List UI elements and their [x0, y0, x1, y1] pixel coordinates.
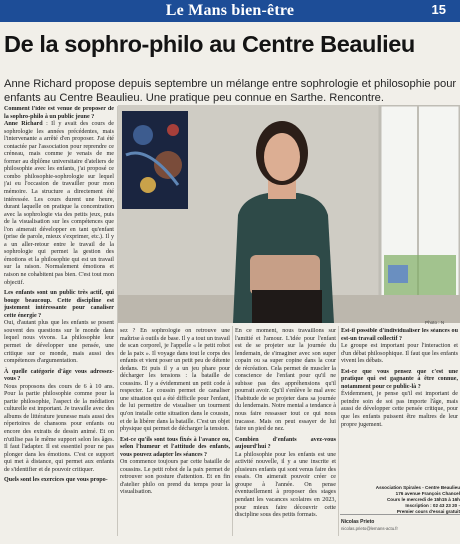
article-column-4 — [341, 328, 458, 483]
interview-answer: On commence toujours par cette bataille de coussins. Le petit robot de la paix permet de retrouver son posture d'attention. Et en fin d'atelier philo on prend du temps pour la visualisation. — [120, 459, 230, 496]
section-banner — [0, 0, 460, 22]
interview-answer: : Il y avait des cours de sophrologie les années précédentes, mais l'intervenante a arrêté d'en proposer. J'ai été contactée par l'association pour reprendre ce créneau, mais comme je venais de me former au diplôme universitaire d'ateliers de philosophie avec les enfants, j'ai proposé ce combo philosophie-sophrologie sur lequel j'ai eu l'occasion de travailler pour mon mémoire. La structure a directement été intéressée. Les cours durent une heure, durant laquelle on pratique la concentration avec la sophrologie via des petits jeux, puis de la visualisation sur les compétences que l'on aimerait développer en tant qu'enfant (prise de parole, mieux s'exprimer, etc.). Il y a un aller-retour entre le travail de la sophrologie qui permet la gestion des émotions et la philosophie qui est un travail sur la raison. Normalement émotions et raison ne cohabitent pas bien. C'est tout mon objectif. — [4, 121, 114, 286]
column-divider — [338, 326, 339, 536]
interview-answer: Oui, d'autant plus que les enfants se posent souvent des questions sur le monde dans lequel nous vivons. La philosophie leur permet de développer une pensée, une critique sur ce monde, mais aussi des compétences d'argumentation. — [4, 320, 114, 365]
interview-answer: En ce moment, nous travaillons sur l'amitié et l'amour. L'idée pour l'enfant est de se projeter sur la journée du lendemain, de s'imaginer avec son super copain ou sa super copine dans la cour de récréation. Cela permet de muscler la conscience de l'enfant pour qu'il ne subisse pas des appréhensions qu'il pourrait avoir. Qu'il s'enlève le mal avec l'habitude de se projeter dans sa journée du lendemain. Notre mental a tendance à nous faire ressasser tout ce qui nous tracasse. Mais on peut essayer de lui faire un pied de nez. — [235, 328, 336, 433]
interview-question: Quels sont les exercices que vous propo- — [4, 477, 108, 484]
article-photo — [118, 105, 460, 323]
article-column-2 — [120, 328, 230, 538]
speaker-name: Anne Richard — [4, 121, 43, 128]
interview-question: Est-ce que vous pensez que c'est une pratique qui est gagnante à être connue, notamment pour ce public-là ? — [341, 368, 458, 390]
article-column-3 — [235, 328, 336, 538]
info-line: Premier cours d'essai gratuit — [396, 509, 460, 514]
section-title: Le Mans bien-être — [165, 2, 295, 19]
interview-answer: sez ? En sophrologie on retrouve une maîtrise à outils de base. Il y a tout un travail de scan corporel, je l'appelle « le petit robot de la paix ». Il voyage dans tout le corps des enfants et vient poser un petit peu de détente dedans. Et puis il y a un jeu phare pour décharger les tensions : la bataille de coussins. Il y a évidemment un petit code à respecter. Le coussin permet de canaliser une situation qui a été difficile pour l'enfant, de lui permettre de visualiser un tourment qu'on installe cette situation dans le coussin, et de la libérer dans la bataille. C'est un objet physique qui permet de décharger la tension. — [120, 328, 230, 433]
article-lede: Anne Richard propose depuis septembre un mélange entre sophrologie et philosophie pour enfants au Centre Beaulieu. Une pratique peu connue en Sarthe. Rencontre. — [4, 78, 457, 104]
info-line: Association Spirales - Centre Beaulieu — [375, 485, 460, 490]
article-headline: De la sophro-philo au Centre Beaulieu — [4, 31, 415, 57]
interview-question: Est-ce qu'ils sont tous fixés à l'avance ou, selon l'humeur et l'attitude des enfants, vous pouvez adapter les séances ? — [120, 436, 230, 458]
interview-question: Comment l'idée est venue de proposer de la sophro-philo à un public jeune ? — [4, 106, 114, 120]
interview-question: À quelle catégorie d'âge vous adressez-vous ? — [4, 368, 114, 383]
article-column-1 — [4, 106, 114, 538]
photo-credit: Photo : N — [425, 320, 445, 325]
info-line: Cours le mercredi de 15h15 à 16h — [386, 497, 460, 502]
info-line: Inscription : 02 43 23 20 - — [405, 503, 460, 508]
column-divider — [117, 106, 118, 536]
byline-name: Nicolas Prieto — [341, 519, 375, 525]
interview-answer: La philosophie pour les enfants est une activité nouvelle, il y a une inscrite et plusieurs enfants qui sont venus faire des essais. On aimerait pouvoir créer ce groupe à l'année. On pense éventuellement à proposer des stages pendant les vacances scolaires en 2023, pour mieux faire découvrir cette discipline sous des petits formats. — [235, 451, 336, 519]
portrait-illustration — [118, 105, 460, 323]
interview-question: Combien d'enfants avez-vous aujourd'hui ? — [235, 436, 336, 451]
info-line: 176 avenue François Chancel — [395, 491, 460, 496]
column-divider — [232, 326, 233, 536]
byline-email: nicolas.prieto@lemans-actu.fr — [341, 526, 398, 531]
interview-question: Les enfants sont un public très actif, qui bouge beaucoup. Cette discipline est justement intéressante pour canaliser cette énergie ? — [4, 290, 114, 319]
byline-rule — [340, 514, 460, 515]
interview-answer: Nous proposons des cours de 6 à 10 ans. Pour la partie philosophie comme pour la partie philosophie, l'aspect de la médiation culturelle est important. Je travaille avec des albums de littérature jeunesse mais aussi des répertoires de chansons pour enfants ou encore des extraits de dessin animé. Et on n'utilise pas le même support selon les âges. Il faut l'adapter. Il est essentiel pour ne pas plonger dans les émotions. C'est ce support qui met à distance, qui permet aux enfants de s'identifier et de pouvoir critiquer. — [4, 383, 114, 473]
practical-info-box — [349, 485, 460, 515]
interview-answer: Évidemment, je pense qu'il est important de peindre soin de soi pas importe l'âge, mais aussi de développer cette pensée critique, pour que les enfants puissent être maîtres de leur propre jugement. — [341, 391, 458, 428]
interview-answer: Le groupe est important pour l'interaction et d'un débat philosophique. Il faut que les enfants vivent les débats. — [341, 343, 458, 365]
interview-question: Est-il possible d'individualiser les séances ou est-un travail collectif ? — [341, 328, 458, 342]
page-number: 15 — [431, 2, 446, 17]
